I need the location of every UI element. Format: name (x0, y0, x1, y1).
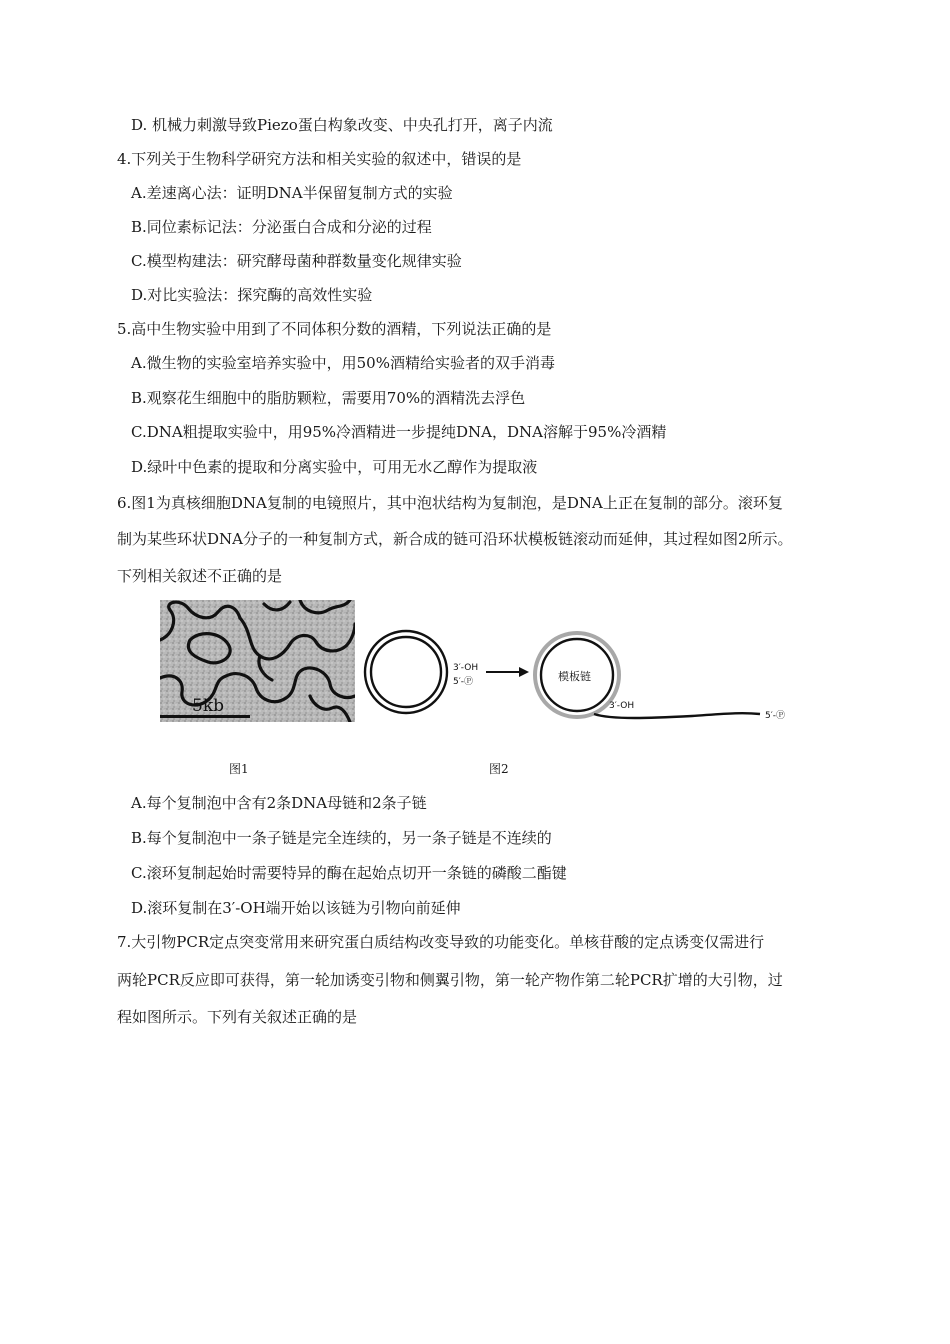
figure-1-caption: 图1 (229, 762, 249, 776)
q7-stem-line-2: 两轮PCR反应即可获得，第一轮加诱变引物和侧翼引物，第一轮产物作第二轮PCR扩增的大引物，过 (117, 971, 783, 989)
q6-stem-line-3: 下列相关叙述不正确的是 (117, 567, 283, 585)
figure-1-scale-label: 5kb (192, 696, 224, 716)
q3-option-d: D. 机械力刺激导致Piezo蛋白构象改变、中央孔打开，离子内流 (131, 116, 553, 134)
q6-option-d: D.滚环复制在3′-OH端开始以该链为引物向前延伸 (131, 899, 461, 917)
left-circle-inner-strand (371, 637, 441, 707)
figure-2-caption: 图2 (489, 762, 509, 776)
q4-option-d: D.对比实验法：探究酶的高效性实验 (131, 286, 373, 304)
figure-1-micrograph (160, 600, 355, 722)
q6-option-b: B.每个复制泡中一条子链是完全连续的，另一条子链是不连续的 (131, 829, 552, 847)
q5-option-d: D.绿叶中色素的提取和分离实验中，可用无水乙醇作为提取液 (131, 458, 538, 476)
left-3oh-label: 3′-OH (453, 663, 479, 673)
template-strand-label: 模板链 (558, 670, 591, 683)
q6-option-c: C.滚环复制起始时需要特异的酶在起始点切开一条链的磷酸二酯键 (131, 864, 567, 882)
q7-stem-line-3: 程如图所示。下列有关叙述正确的是 (117, 1008, 358, 1026)
q6-stem-line-2: 制为某些环状DNA分子的一种复制方式，新合成的链可沿环状模板链滚动而延伸，其过程如图2所示。 (117, 530, 793, 548)
q6-option-a: A.每个复制泡中含有2条DNA母链和2条子链 (131, 794, 427, 812)
displaced-strand (594, 713, 760, 718)
q4-option-c: C.模型构建法：研究酵母菌种群数量变化规律实验 (131, 252, 462, 270)
q5-option-c: C.DNA粗提取实验中，用95%冷酒精进一步提纯DNA，DNA溶解于95%冷酒精 (131, 423, 667, 441)
arrow-head (519, 667, 529, 677)
left-circle-outer-strand (365, 631, 447, 713)
figure-2-rolling-circle (362, 628, 802, 728)
left-5p-label: 5′-Ⓟ (453, 677, 474, 687)
q5-stem: 5.高中生物实验中用到了不同体积分数的酒精，下列说法正确的是 (117, 320, 552, 338)
right-5p-label: 5′-Ⓟ (765, 711, 786, 721)
q7-stem-line-1: 7.大引物PCR定点突变常用来研究蛋白质结构改变导致的功能变化。单核苷酸的定点诱变仅需进行 (117, 933, 765, 951)
q4-option-a: A.差速离心法：证明DNA半保留复制方式的实验 (131, 184, 453, 202)
q6-stem-line-1: 6.图1为真核细胞DNA复制的电镜照片，其中泡状结构为复制泡，是DNA上正在复制的部分。滚环复 (117, 494, 783, 512)
q4-option-b: B.同位素标记法：分泌蛋白合成和分泌的过程 (131, 218, 432, 236)
q4-stem: 4.下列关于生物科学研究方法和相关实验的叙述中，错误的是 (117, 150, 522, 168)
right-3oh-label: 3′-OH (609, 701, 635, 711)
q5-option-a: A.微生物的实验室培养实验中，用50%酒精给实验者的双手消毒 (131, 354, 555, 372)
q5-option-b: B.观察花生细胞中的脂肪颗粒，需要用70%的酒精洗去浮色 (131, 389, 526, 407)
